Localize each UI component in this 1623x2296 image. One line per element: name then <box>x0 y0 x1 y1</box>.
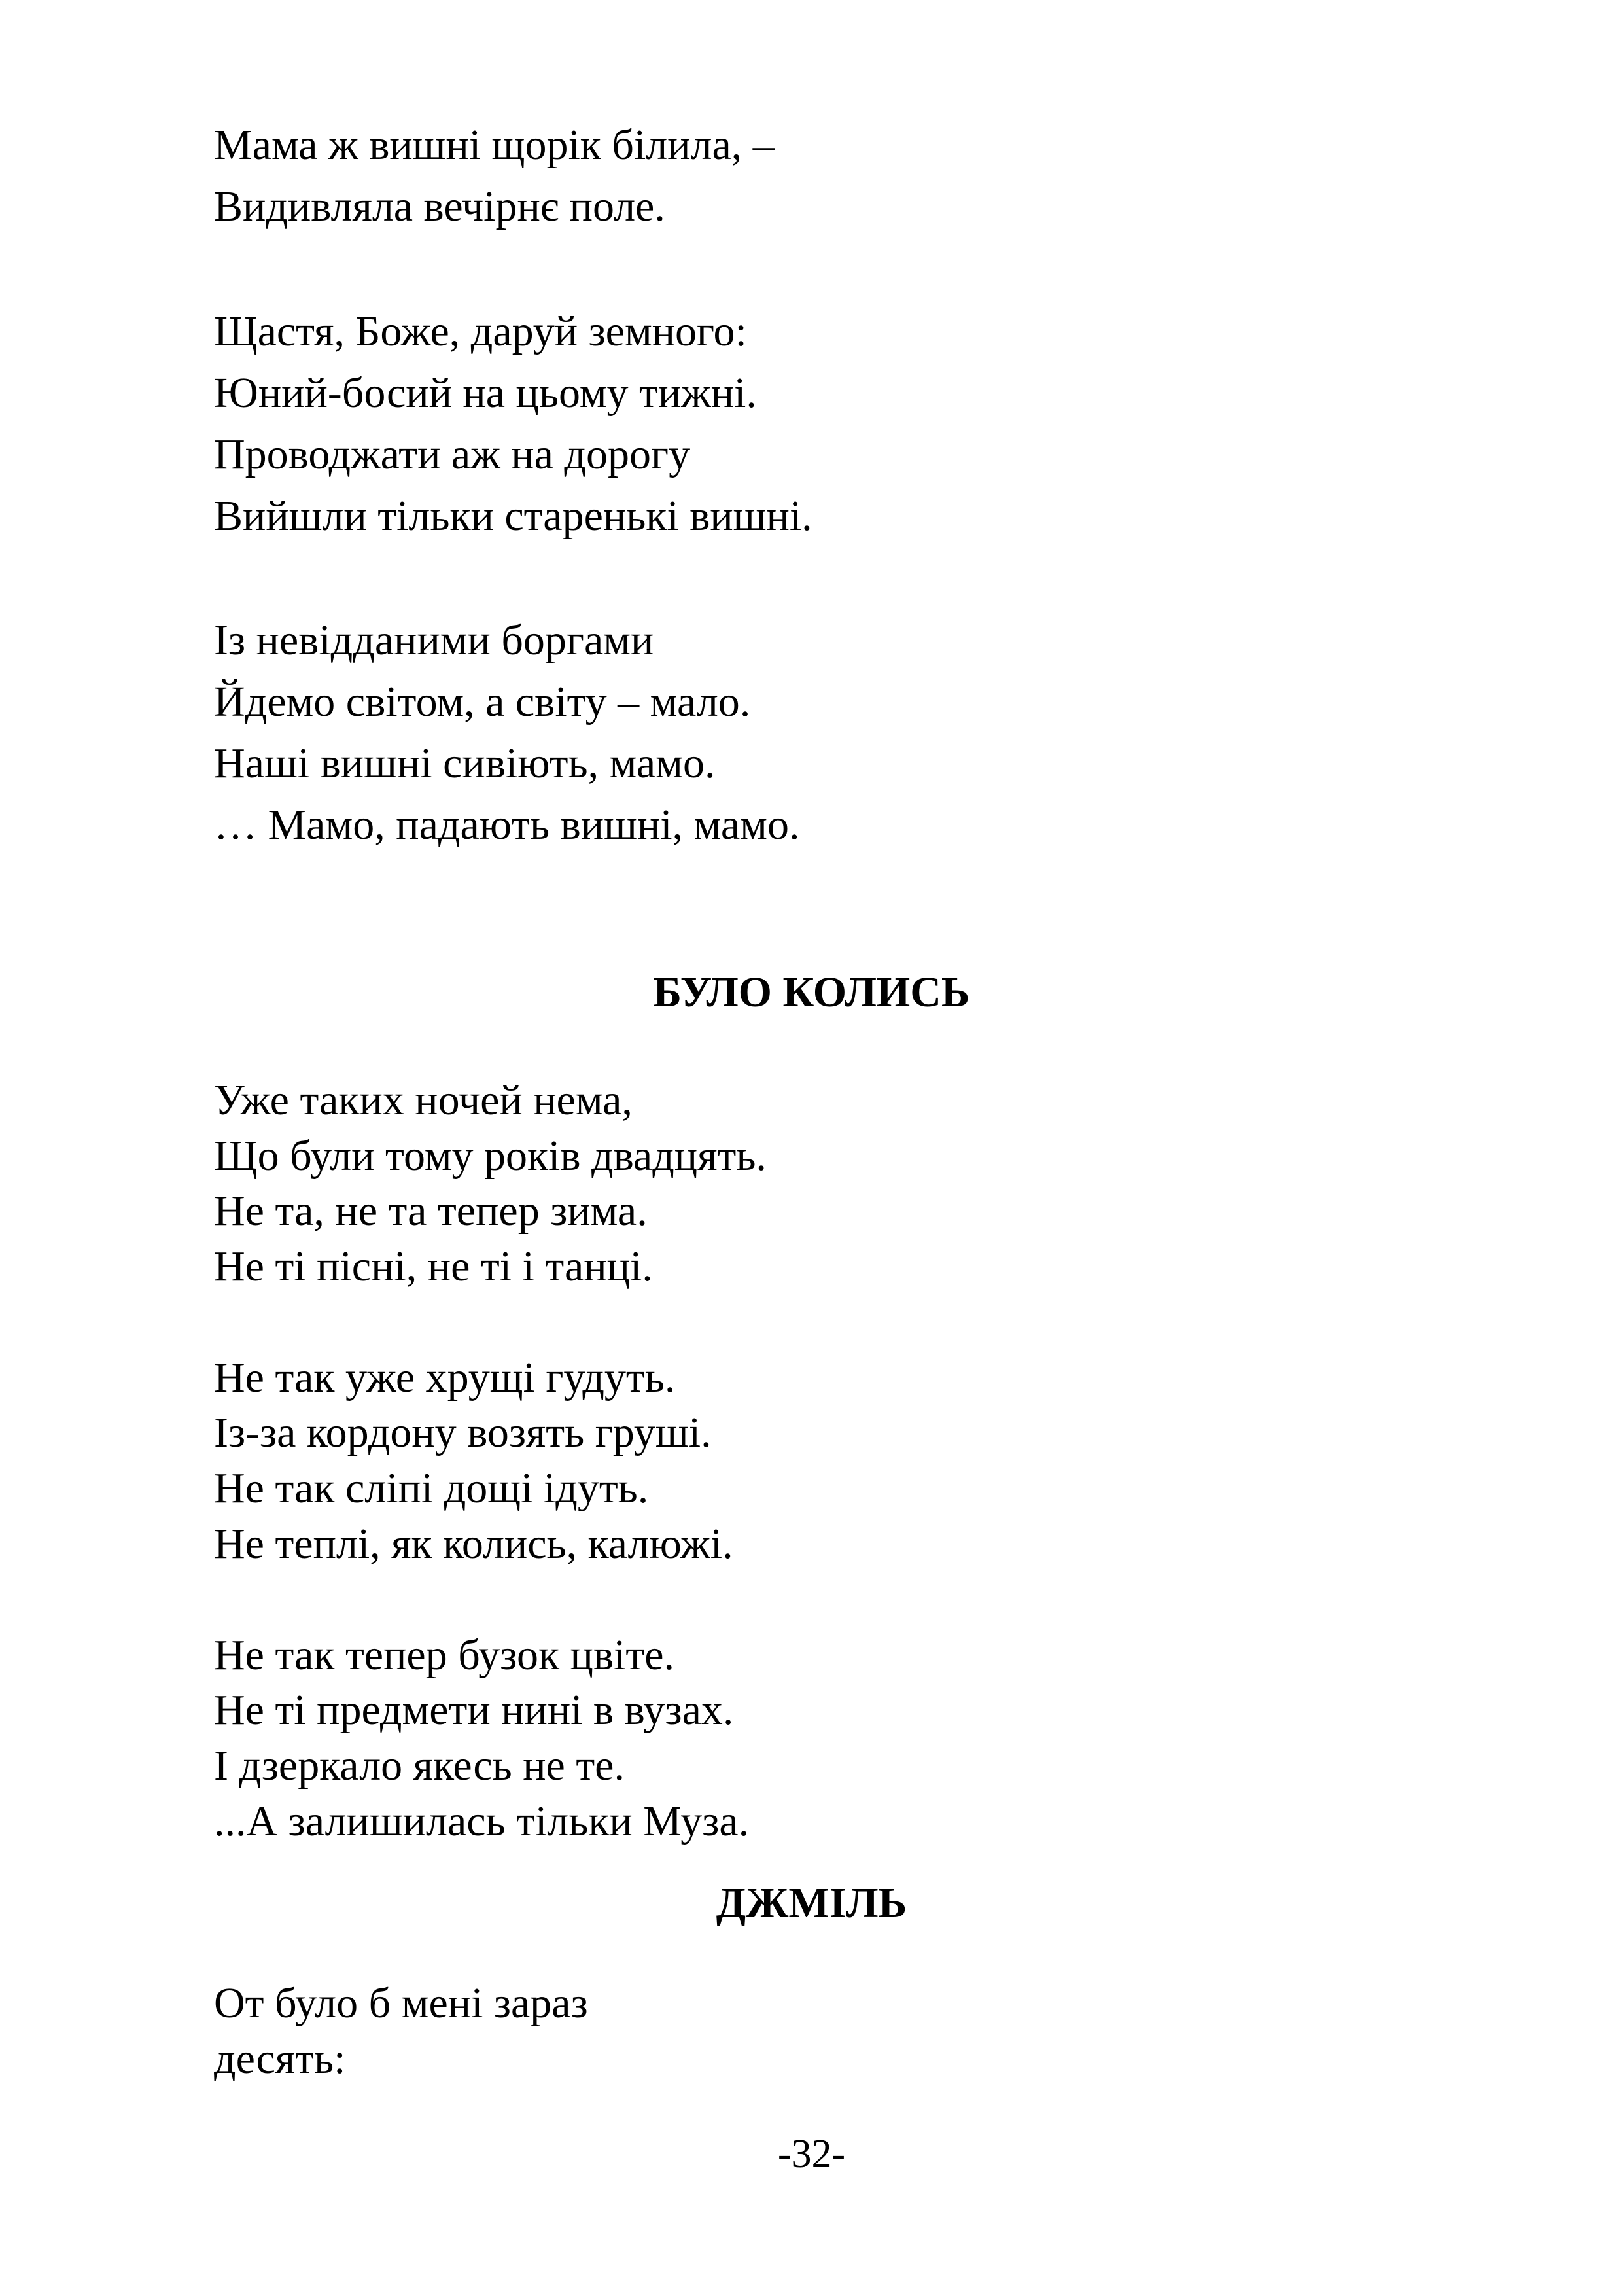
poem-line: Наші вишні сивіють, мамо. <box>214 739 716 787</box>
poem-title: ДЖМІЛЬ <box>716 1879 907 1927</box>
poem-line: Не та, не та тепер зима. <box>214 1187 648 1235</box>
poem-line: десять: <box>214 2035 346 2083</box>
poem-line: Не так уже хрущі гудуть. <box>214 1354 676 1402</box>
poem-line: Що були тому років двадцять. <box>214 1132 767 1180</box>
poem-line: Із-за кордону возять груші. <box>214 1409 712 1457</box>
poem-line: Уже таких ночей нема, <box>214 1076 633 1124</box>
poem-line: … Мамо, падають вишні, мамо. <box>214 801 800 849</box>
poem-line: Не теплі, як колись, калюжі. <box>214 1520 733 1568</box>
poem-line: Із невідданими боргами <box>214 616 654 664</box>
poem-line: І дзеркало якесь не те. <box>214 1742 625 1790</box>
poem-line: Юний-босий на цьому тижні. <box>214 369 757 417</box>
poem-line: Проводжати аж на дорогу <box>214 431 691 478</box>
poem-line: Йдемо світом, а світу – мало. <box>214 678 751 726</box>
poem-line: Вийшли тільки старенькі вишні. <box>214 492 812 540</box>
poem-title: БУЛО КОЛИСЬ <box>653 968 970 1016</box>
poem-line: Не так сліпі дощі ідуть. <box>214 1464 649 1512</box>
poem-line: Щастя, Боже, даруй земного: <box>214 308 747 355</box>
poem-line: ...А залишилась тільки Муза. <box>214 1797 750 1845</box>
poem-line: Не ті пісні, не ті і танці. <box>214 1243 653 1290</box>
poem-line: От було б мені зараз <box>214 1979 588 2027</box>
poem-line: Не ті предмети нині в вузах. <box>214 1686 734 1734</box>
page-number: -32- <box>777 2132 846 2176</box>
poem-line: Видивляла вечірнє поле. <box>214 183 665 230</box>
poem-line: Мама ж вишні щорік білила, – <box>214 121 775 169</box>
poem-line: Не так тепер бузок цвіте. <box>214 1631 674 1679</box>
